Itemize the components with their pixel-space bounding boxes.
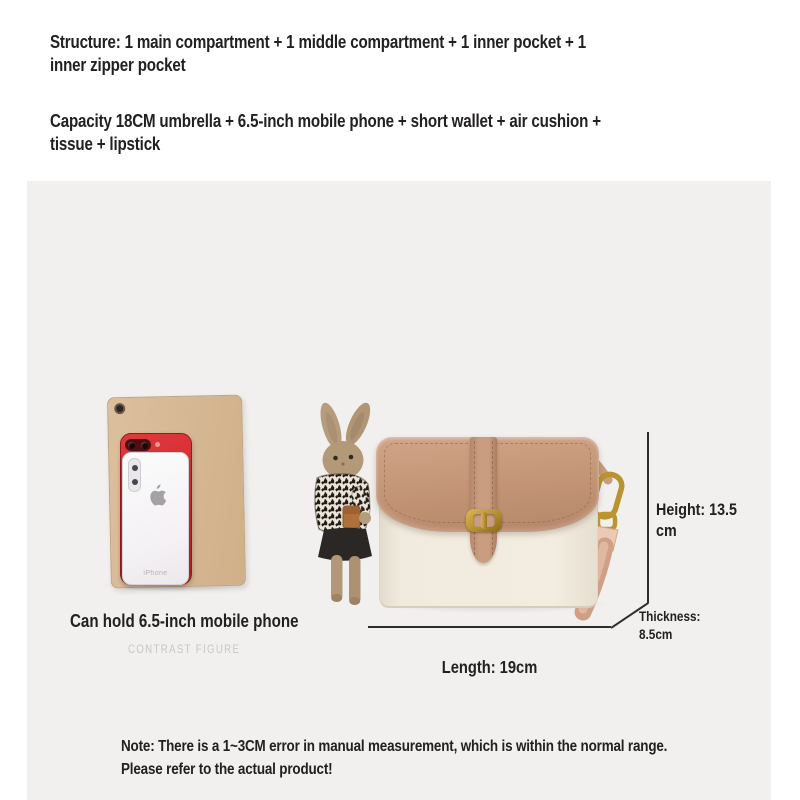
ipad-camera-icon (116, 405, 123, 412)
product-panel (27, 181, 771, 800)
height-label: Height: 13.5 cm (656, 500, 737, 540)
bag-buckle-icon (466, 509, 502, 532)
capacity-text: Capacity 18CM umbrella + 6.5-inch mobile phone + short wallet + air cushion + tissue + lipstick (50, 111, 601, 154)
thickness-value: 8.5cm (639, 625, 673, 642)
structure-text: Structure: 1 main compartment + 1 middle compartment + 1 inner pocket + 1 inner zipper pocket (50, 32, 586, 75)
thickness-label (639, 608, 700, 643)
comparison-phone-white (122, 452, 189, 585)
apple-logo-icon (145, 483, 167, 509)
caption-text: Can hold 6.5-inch mobile phone (70, 611, 299, 631)
note-text: Note: There is a 1~3CM error in manual measurement, which is within the normal range. Please refer to the actual product! (121, 738, 668, 778)
thickness-title: Thickness: (639, 608, 701, 624)
length-label: Length: 19cm (441, 657, 538, 677)
bag-strap-band (470, 437, 497, 563)
white-phone-camera-icon (128, 458, 141, 492)
iphone-label: iPhone (143, 570, 168, 577)
red-phone-flash-icon (155, 442, 160, 447)
red-phone-camera-icon (125, 439, 151, 451)
bunny-charm (303, 396, 395, 606)
length-measure-line (368, 626, 611, 628)
height-measure-line (647, 432, 649, 603)
contrast-figure-label: CONTRAST FIGURE (128, 644, 241, 656)
